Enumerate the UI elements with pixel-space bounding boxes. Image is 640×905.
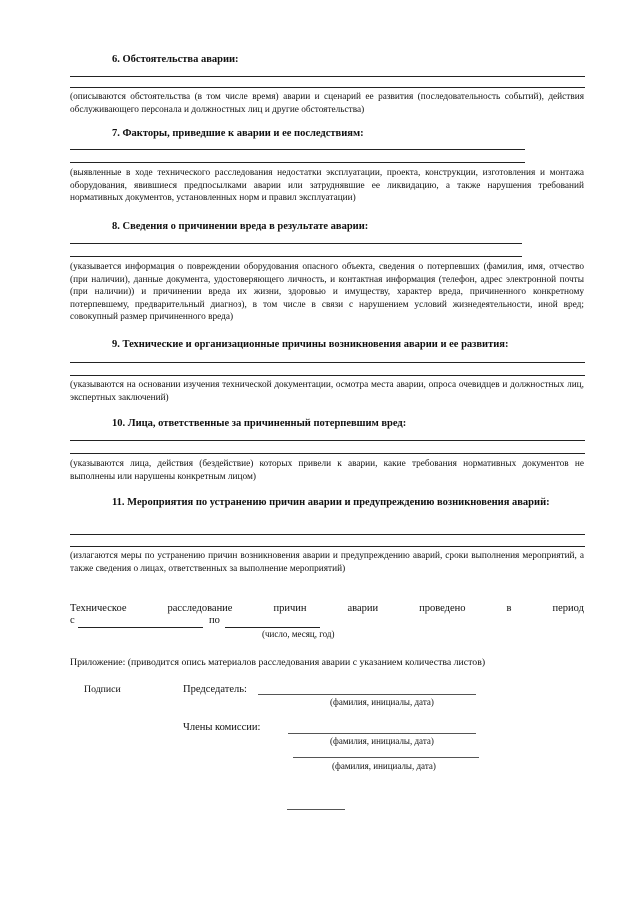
section-10-heading: 10. Лица, ответственные за причиненный потерпевшим вред: [112, 418, 407, 429]
investigation-word: проведено [419, 603, 466, 614]
section-6-fill-line [70, 76, 585, 77]
section-9-note: (указываются на основании изучения технической документации, осмотра места аварии, опроса очевидцев и должностных лиц, экспертных заключений) [70, 380, 584, 403]
member-signature-field[interactable] [293, 757, 479, 758]
investigation-word: расследование [167, 603, 233, 614]
member-hint: (фамилия, инициалы, дата) [330, 736, 434, 746]
investigation-word: период [552, 603, 584, 614]
section-10-fill-line [70, 453, 585, 454]
section-11-fill-line [70, 534, 585, 535]
member-signature-field[interactable] [288, 733, 476, 734]
appendix-text: Приложение: (приводится опись материалов расследования аварии с указанием количества листов) [70, 657, 486, 668]
chairman-label: Председатель: [183, 684, 247, 695]
section-11-heading: 11. Мероприятия по устранению причин аварии и предупреждению возникновения аварий: [112, 497, 550, 508]
section-9-heading: 9. Технические и организационные причины возникновения аварии и ее развития: [112, 339, 509, 350]
investigation-word: Техническое [70, 603, 127, 614]
members-label: Члены комиссии: [183, 722, 261, 733]
section-10-note: (указываются лица, действия (бездействие) которых привели к аварии, какие требования нормативных документов не выполнены или нарушены конкретным лицом) [70, 459, 584, 482]
chairman-hint: (фамилия, инициалы, дата) [330, 697, 434, 707]
section-7-fill-line [70, 162, 525, 163]
section-6-heading: 6. Обстоятельства аварии: [112, 54, 239, 65]
section-11-note: (излагаются меры по устранению причин возникновения аварии и предупреждению аварий, сроки выполнения мероприятий, а также сведения о лицах, ответственных за выполнение мероприятий) [70, 551, 584, 574]
investigation-period-line [70, 603, 584, 614]
section-7-fill-line [70, 149, 525, 150]
section-9-fill-line [70, 375, 585, 376]
investigation-word: причин [273, 603, 307, 614]
signatures-title: Подписи [84, 684, 121, 695]
section-9-fill-line [70, 362, 585, 363]
period-from-label: с [70, 615, 75, 626]
section-8-fill-line [70, 256, 522, 257]
section-8-heading: 8. Сведения о причинении вреда в результате аварии: [112, 221, 369, 232]
period-to-label: по [209, 615, 220, 626]
section-7-heading: 7. Факторы, приведшие к аварии и ее последствиям: [112, 128, 364, 139]
section-11-fill-line [70, 546, 585, 547]
section-7-note: (выявленные в ходе технического расследования недостатки эксплуатации, проекта, конструкции, изготовления и монтажа оборудования, явившиеся предпосылками аварии или затруднявшие ее ликвидацию, а также нарушения требований нормативных документов, установленных норм и правил эксплуатации) [70, 168, 584, 204]
section-8-fill-line [70, 243, 522, 244]
member-hint: (фамилия, инициалы, дата) [332, 761, 436, 771]
section-8-note: (указывается информация о повреждении оборудования опасного объекта, сведения о потерпевших (фамилия, имя, отчество (при наличии), данные документа, удостоверяющего личность, и контактная информация (телефон, адрес электронной почты (при наличии)) и причинении вреда их жизни, здоровью и имуществу, характер вреда, причиненного конкретному потерпевшему, предварительный диагноз), в том числе в связи с нарушением условий жизнедеятельности, иной вред; совокупный размер причиненного вреда) [70, 262, 584, 323]
section-6-fill-line [70, 87, 585, 88]
date-hint: (число, месяц, год) [262, 629, 335, 639]
period-to-field[interactable] [225, 627, 320, 628]
period-from-field[interactable] [78, 627, 203, 628]
section-6-note: (описываются обстоятельства (в том числе время) аварии и сценарий ее развития (последовательность событий), действия обслуживающего персонала и должностных лиц и другие обстоятельства) [70, 92, 584, 115]
section-10-fill-line [70, 440, 585, 441]
chairman-signature-field[interactable] [258, 694, 476, 695]
footer-separator [287, 809, 345, 810]
investigation-word: в [506, 603, 512, 614]
investigation-word: аварии [347, 603, 379, 614]
